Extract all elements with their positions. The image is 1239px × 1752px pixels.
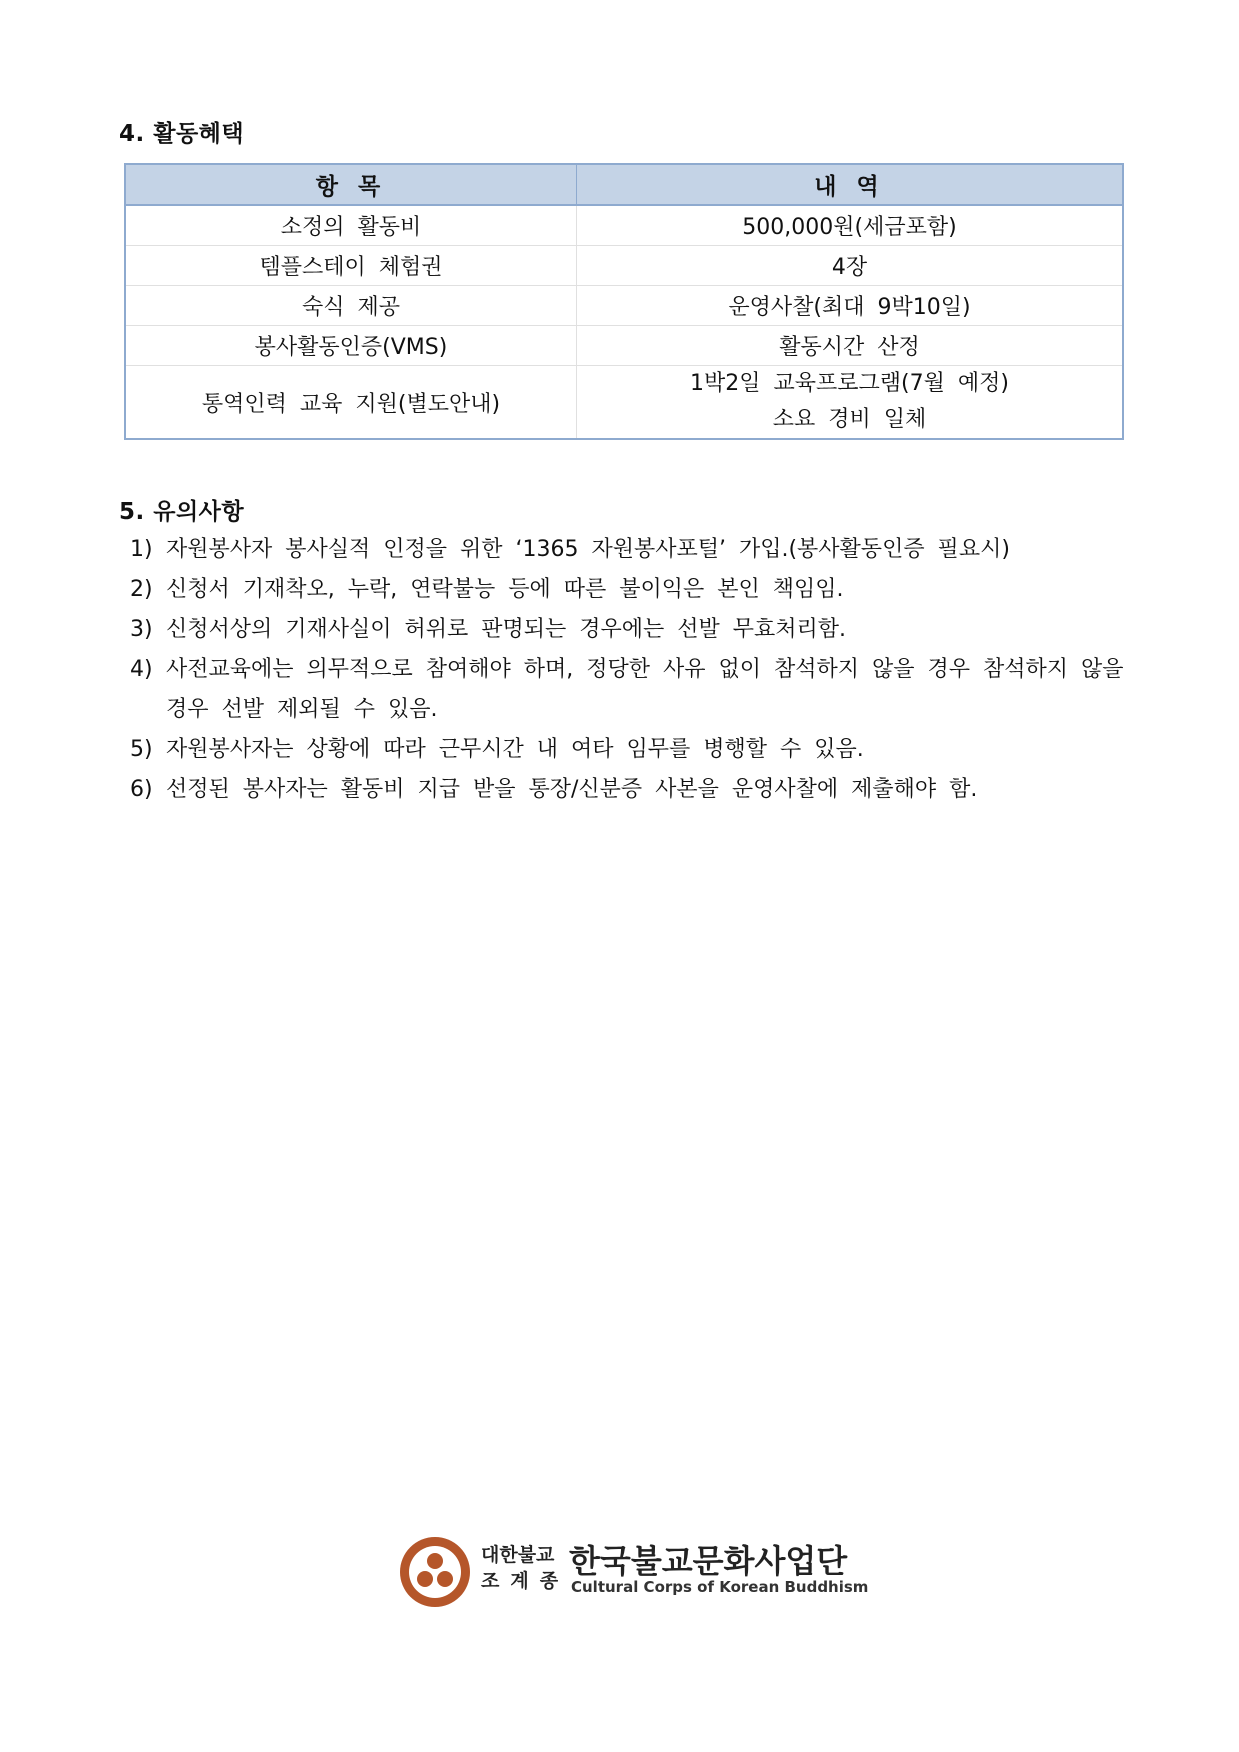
note-number: 4) <box>130 657 153 682</box>
organization-name: 한국불교문화사업단 <box>569 1542 848 1580</box>
list-item <box>130 610 1125 650</box>
table-row <box>125 205 1123 246</box>
note-text: 선정된 봉사자는 활동비 지급 받을 통장/신분증 사본을 운영사찰에 제출해야 함. <box>166 777 978 802</box>
column-header-item: 항 목 <box>125 164 577 205</box>
row-detail: 운영사찰(최대 9박10일) <box>577 286 1124 326</box>
note-text: 신청서상의 기재사실이 허위로 판명되는 경우에는 선발 무효처리함. <box>166 617 847 642</box>
table-header-row <box>125 164 1123 205</box>
note-number: 5) <box>130 737 153 762</box>
row-item: 템플스테이 체험권 <box>125 246 577 286</box>
list-item <box>130 770 1125 810</box>
table-row <box>125 286 1123 326</box>
order-name-line2: 조계종 <box>481 1570 570 1592</box>
list-item <box>130 650 1125 730</box>
section-4-title: 4. 활동혜택 <box>119 121 245 147</box>
note-number: 1) <box>130 537 153 562</box>
row-item: 소정의 활동비 <box>125 205 577 246</box>
section-5-title: 5. 유의사항 <box>119 499 245 525</box>
organization-logo <box>397 1534 869 1614</box>
table-row <box>125 246 1123 286</box>
order-name-line1: 대한불교 <box>481 1544 555 1566</box>
list-item <box>130 570 1125 610</box>
row-detail: 500,000원(세금포함) <box>577 205 1124 246</box>
order-name <box>481 1542 569 1594</box>
row-detail-line: 1박2일 교육프로그램(7월 예정) <box>690 371 1009 396</box>
row-detail: 활동시간 산정 <box>577 326 1124 366</box>
row-detail-line: 소요 경비 일체 <box>772 407 927 432</box>
note-text: 신청서 기재착오, 누락, 연락불능 등에 따른 불이익은 본인 책임임. <box>166 577 844 602</box>
organization-name-english: Cultural Corps of Korean Buddhism <box>571 1578 869 1596</box>
row-item: 통역인력 교육 지원(별도안내) <box>125 366 577 440</box>
row-item: 숙식 제공 <box>125 286 577 326</box>
table-row <box>125 326 1123 366</box>
row-detail <box>577 366 1124 440</box>
list-item <box>130 730 1125 770</box>
column-header-detail: 내 역 <box>577 164 1124 205</box>
row-item: 봉사활동인증(VMS) <box>125 326 577 366</box>
note-number: 6) <box>130 777 153 802</box>
note-text: 자원봉사자 봉사실적 인정을 위한 ‘1365 자원봉사포털’ 가입.(봉사활동인증 필요시) <box>166 537 1010 562</box>
list-item <box>130 530 1125 570</box>
note-number: 3) <box>130 617 153 642</box>
row-detail: 4장 <box>577 246 1124 286</box>
note-number: 2) <box>130 577 153 602</box>
note-text: 자원봉사자는 상황에 따라 근무시간 내 여타 임무를 병행할 수 있음. <box>166 737 864 762</box>
three-jewels-emblem-icon <box>397 1534 473 1610</box>
notes-list <box>130 530 1125 810</box>
benefits-table <box>124 163 1124 440</box>
note-text: 사전교육에는 의무적으로 참여해야 하며, 정당한 사유 없이 참석하지 않을 경우 참석하지 않을 경우 선발 제외될 수 있음. <box>166 657 1124 722</box>
table-row <box>125 366 1123 440</box>
